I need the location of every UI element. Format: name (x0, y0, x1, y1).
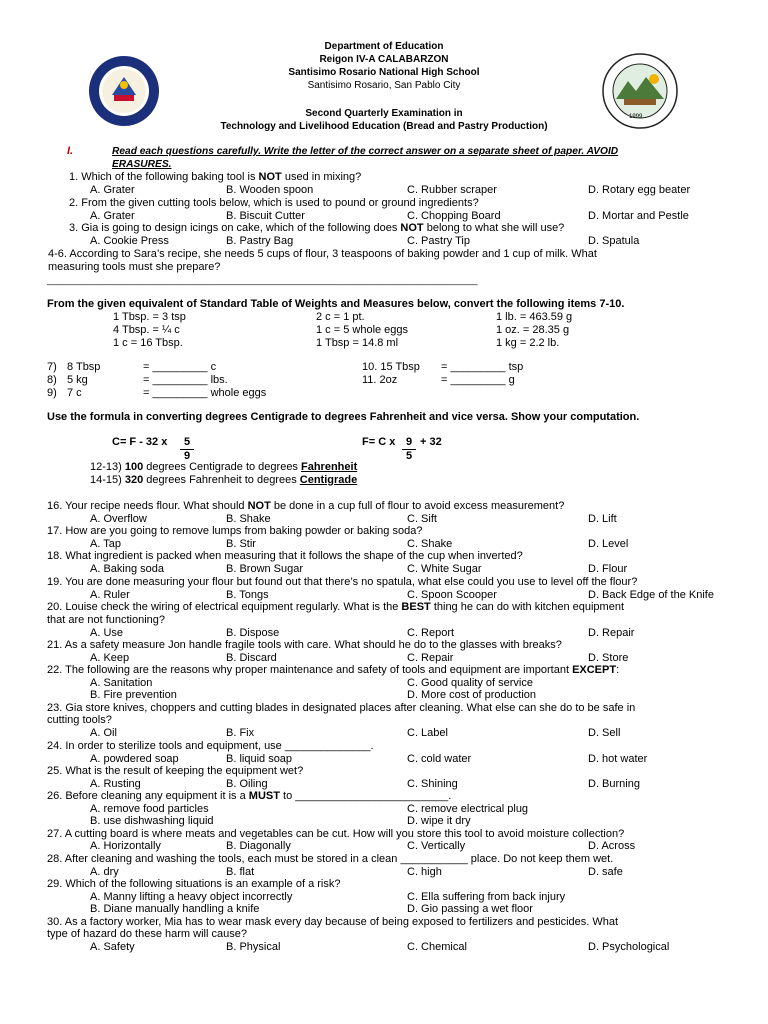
q30-option-c: C. Chemical (407, 941, 467, 953)
question-24: 24. In order to sterilize tools and equipment, use ______________. (47, 740, 374, 752)
question-26: 26. Before cleaning any equipment it is a MUST to _________________________. (47, 790, 452, 802)
q2-option-c: C. Chopping Board (407, 210, 501, 222)
question-30: 30. As a factory worker, Mia has to wear mask every day because of being exposed to fertilizers and pesticides. What (47, 916, 619, 928)
item-11-quantity: 11. 2oz (362, 374, 398, 386)
q18-option-d: D. Flour (588, 563, 628, 575)
formula-f-denominator: 5 (405, 450, 413, 462)
question-4-6: 4-6. According to Sara’s recipe, she needs 5 cups of flour, 3 teaspoons of baking powder and 1 cup of milk. What (48, 248, 597, 260)
formula-section-title: Use the formula in converting degrees Centigrade to degrees Fahrenheit and vice versa. Show your computation. (47, 411, 640, 423)
q19-option-b: B. Tongs (226, 589, 269, 601)
q30-option-a: A. Safety (90, 941, 135, 953)
measure-col1-row1: 1 Tbsp. = 3 tsp (113, 311, 186, 323)
q27-option-b: B. Diagonally (226, 840, 291, 852)
q25-option-b: B. Oiling (226, 778, 268, 790)
measure-col3-row1: 1 lb. = 463.59 g (496, 311, 573, 323)
question-18: 18. What ingredient is packed when measuring that it follows the shape of the cup when inverted? (47, 550, 523, 562)
measure-col2-row1: 2 c = 1 pt. (316, 311, 365, 323)
q28-option-c: C. high (407, 866, 442, 878)
table-section-title: From the given equivalent of Standard Table of Weights and Measures below, convert the following items 7-10. (47, 298, 625, 310)
item-8-quantity: 5 kg (67, 374, 88, 386)
question-1: 1. Which of the following baking tool is NOT used in mixing? (69, 171, 362, 183)
instruction-line-2: ERASURES. (112, 159, 172, 170)
q25-option-d: D. Burning (588, 778, 640, 790)
q18-option-a: A. Baking soda (90, 563, 164, 575)
q1-option-d: D. Rotary egg beater (588, 184, 691, 196)
item-7-number: 7) (47, 361, 57, 373)
formula-f-fraction (402, 436, 416, 463)
measure-col1-row2: 4 Tbsp. = ¼ c (113, 324, 180, 336)
q21-option-c: C. Repair (407, 652, 454, 664)
q16-option-b: B. Shake (226, 513, 271, 525)
question-27: 27. A cutting board is where meats and vegetables can be cut. How will you store this tool to avoid moisture collection? (47, 828, 625, 840)
q30-option-b: B. Physical (226, 941, 281, 953)
instruction-number: I. (67, 145, 74, 157)
q16-option-c: C. Sift (407, 513, 437, 525)
question-4-6-answer-blank: ______________________________________________________________________________________ (47, 275, 478, 285)
item-10-quantity: 10. 15 Tbsp (362, 361, 420, 373)
q27-option-d: D. Across (588, 840, 636, 852)
q27-option-c: C. Vertically (407, 840, 466, 852)
question-29: 29. Which of the following situations is an example of a risk? (47, 878, 341, 890)
measure-col2-row3: 1 Tbsp = 14.8 ml (316, 337, 399, 349)
item-7-answer: = _________ c (143, 361, 217, 373)
q17-option-b: B. Stir (226, 538, 256, 550)
q21-option-d: D. Store (588, 652, 629, 664)
question-17: 17. How are you going to remove lumps from baking powder or baking soda? (47, 525, 423, 537)
q26-option-d: D. wipe it dry (407, 815, 471, 827)
q19-option-d: D. Back Edge of the Knife (588, 589, 714, 601)
question-22: 22. The following are the reasons why proper maintenance and safety of tools and equipment are important EXCEPT: (47, 664, 620, 676)
formula-c-prefix: C= F - 32 x (112, 436, 168, 448)
item-12-13: 12-13) 100 degrees Centigrade to degrees Fahrenheit (90, 461, 358, 473)
q23-option-b: B. Fix (226, 727, 255, 739)
q16-option-a: A. Overflow (90, 513, 147, 525)
q28-option-b: B. flat (226, 866, 255, 878)
question-23-line-2: cutting tools? (47, 714, 112, 726)
q1-option-a: A. Grater (90, 184, 135, 196)
q22-option-b: B. Fire prevention (90, 689, 177, 701)
header-address: Santisimo Rosario, San Pablo City (307, 80, 461, 91)
q25-option-c: C. Shining (407, 778, 458, 790)
q3-option-d: D. Spatula (588, 235, 640, 247)
exam-subject: Technology and Livelihood Education (Bread and Pastry Production) (220, 121, 548, 132)
q22-option-a: A. Sanitation (90, 677, 153, 689)
question-21: 21. As a safety measure Jon handle fragile tools with care. What should he do to the glasses with breaks? (47, 639, 562, 651)
measure-col2-row2: 1 c = 5 whole eggs (316, 324, 409, 336)
formula-f-suffix: + 32 (420, 436, 442, 448)
q30-option-d: D. Psychological (588, 941, 670, 953)
header-region: Reigon IV-A CALABARZON (319, 54, 449, 65)
formula-c-numerator: 5 (180, 436, 194, 450)
q24-option-b: B. liquid soap (226, 753, 293, 765)
q1-option-c: C. Rubber scraper (407, 184, 497, 196)
formula-c-denominator: 9 (183, 450, 191, 462)
question-25: 25. What is the result of keeping the equipment wet? (47, 765, 304, 777)
q24-option-a: A. powdered soap (90, 753, 179, 765)
measure-col1-row3: 1 c = 16 Tbsp. (113, 337, 183, 349)
q19-option-c: C. Spoon Scooper (407, 589, 497, 601)
measure-col3-row3: 1 kg = 2.2 lb. (496, 337, 560, 349)
q19-option-a: A. Ruler (90, 589, 130, 601)
question-4-6-line-2: measuring tools must she prepare? (48, 261, 221, 273)
q28-option-a: A. dry (90, 866, 119, 878)
q26-option-b: B. use dishwashing liquid (90, 815, 214, 827)
q21-option-a: A. Keep (90, 652, 130, 664)
q23-option-a: A. Oil (90, 727, 117, 739)
item-7-quantity: 8 Tbsp (67, 361, 101, 373)
item-9-answer: = _________ whole eggs (143, 387, 267, 399)
q17-option-d: D. Level (588, 538, 629, 550)
q17-option-c: C. Shake (407, 538, 453, 550)
q24-option-c: C. cold water (407, 753, 472, 765)
q2-option-b: B. Biscuit Cutter (226, 210, 305, 222)
q16-option-d: D. Lift (588, 513, 617, 525)
q20-option-b: B. Dispose (226, 627, 280, 639)
q29-option-d: D. Gio passing a wet floor (407, 903, 533, 915)
exam-title: Second Quarterly Examination in (305, 108, 463, 119)
q18-option-c: C. White Sugar (407, 563, 482, 575)
q26-option-c: C. remove electrical plug (407, 803, 529, 815)
question-16: 16. Your recipe needs flour. What should NOT be done in a cup full of flour to avoid excess measurement? (47, 500, 565, 512)
question-3: 3. Gia is going to design icings on cake, which of the following does NOT belong to what she will use? (69, 222, 565, 234)
q25-option-a: A. Rusting (90, 778, 141, 790)
q27-option-a: A. Horizontally (90, 840, 161, 852)
question-19: 19. You are done measuring your flour but found out that there’s no spatula, what else could you use to level off the flour? (47, 576, 638, 588)
q18-option-b: B. Brown Sugar (226, 563, 304, 575)
instruction-line-1: Read each questions carefully. Write the letter of the correct answer on a separate sheet of paper. AVOID (112, 146, 619, 157)
formula-f-prefix: F= C x (362, 436, 396, 448)
q29-option-b: B. Diane manually handling a knife (90, 903, 260, 915)
q20-option-c: C. Report (407, 627, 455, 639)
formula-c-fraction (180, 436, 194, 463)
item-9-quantity: 7 c (67, 387, 82, 399)
measure-col3-row2: 1 oz. = 28.35 g (496, 324, 570, 336)
school-seal-year: 1999 (629, 114, 643, 120)
q2-option-d: D. Mortar and Pestle (588, 210, 689, 222)
q23-option-d: D. Sell (588, 727, 621, 739)
q23-option-c: C. Label (407, 727, 448, 739)
q3-option-c: C. Pastry Tip (407, 235, 470, 247)
formula-f-numerator: 9 (402, 436, 416, 450)
q20-option-d: D. Repair (588, 627, 635, 639)
q2-option-a: A. Grater (90, 210, 135, 222)
item-14-15: 14-15) 320 degrees Fahrenheit to degrees Centigrade (90, 474, 358, 486)
question-20-line-2: that are not functioning? (47, 614, 166, 626)
q22-option-d: D. More cost of production (407, 689, 537, 701)
item-8-answer: = _________ lbs. (143, 374, 228, 386)
q28-option-d: D. safe (588, 866, 623, 878)
header-school: Santisimo Rosario National High School (288, 67, 480, 78)
q17-option-a: A. Tap (90, 538, 121, 550)
item-9-number: 9) (47, 387, 57, 399)
q24-option-d: D. hot water (588, 753, 648, 765)
item-10-answer: = _________ tsp (441, 361, 524, 373)
q29-option-c: C. Ella suffering from back injury (407, 891, 566, 903)
item-11-answer: = _________ g (441, 374, 515, 386)
q26-option-a: A. remove food particles (90, 803, 209, 815)
q3-option-b: B. Pastry Bag (226, 235, 294, 247)
q22-option-c: C. Good quality of service (407, 677, 533, 689)
question-28: 28. After cleaning and washing the tools, each must be stored in a clean ___________ place. Do not keep them wet. (47, 853, 614, 865)
question-2: 2. From the given cutting tools below, which is used to pound or ground ingredients? (69, 197, 479, 209)
header-department: Department of Education (324, 41, 444, 52)
item-8-number: 8) (47, 374, 57, 386)
q29-option-a: A. Manny lifting a heavy object incorrectly (90, 891, 293, 903)
q3-option-a: A. Cookie Press (90, 235, 169, 247)
q1-option-b: B. Wooden spoon (226, 184, 314, 196)
question-30-line-2: type of hazard do these harm will cause? (47, 928, 247, 940)
q21-option-b: B. Discard (226, 652, 277, 664)
question-23: 23. Gia store knives, choppers and cutting blades in designated places after cleaning. What else can she do to be safe in (47, 702, 636, 714)
question-20: 20. Louise check the wiring of electrical equipment regularly. What is the BEST thing he can do with kitchen equipment (47, 601, 625, 613)
q20-option-a: A. Use (90, 627, 124, 639)
